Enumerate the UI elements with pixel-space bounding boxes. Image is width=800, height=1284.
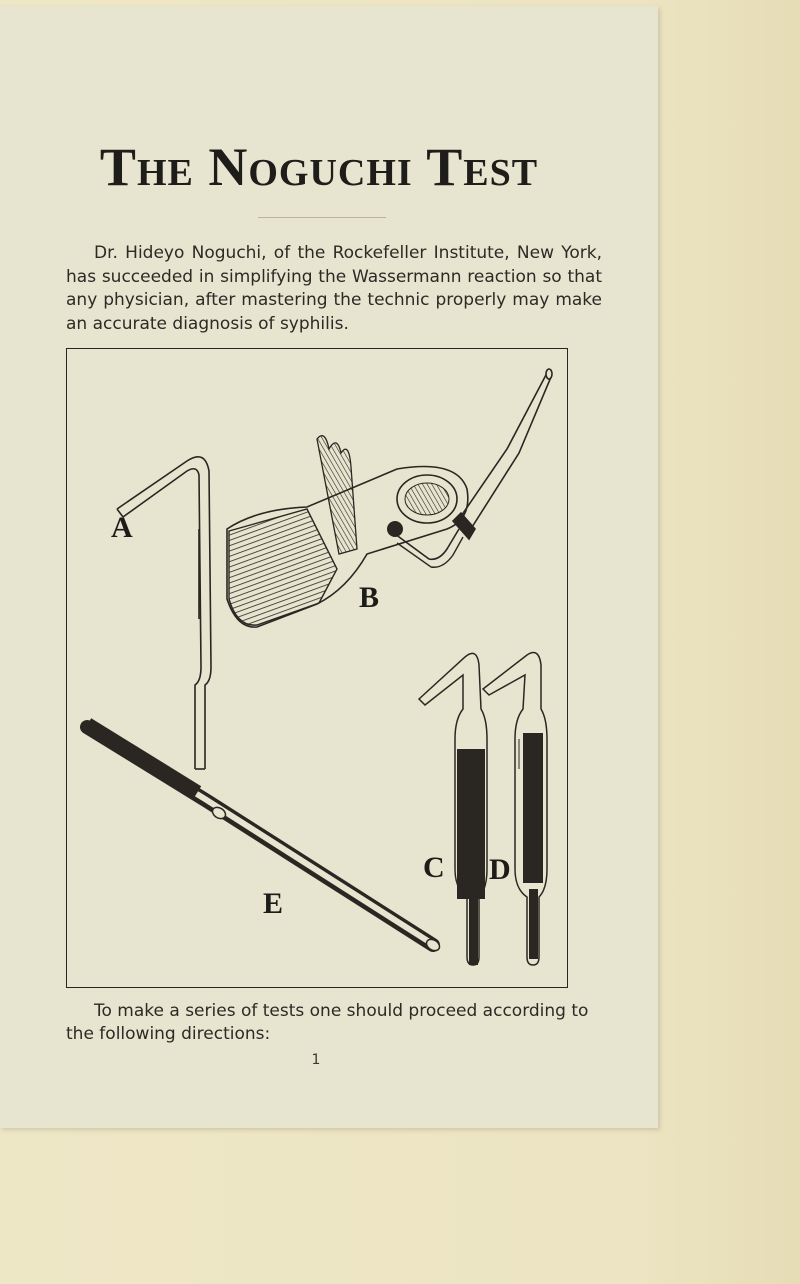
illustration-figure: [66, 348, 568, 988]
label-c: C: [423, 851, 445, 884]
capillary-tube: [453, 369, 552, 539]
tube-d: [483, 653, 547, 965]
apparatus-drawing: [67, 349, 567, 987]
label-d: D: [489, 853, 511, 886]
tube-c: [419, 653, 487, 965]
page-title: The Noguchi Test: [99, 137, 539, 197]
closing-paragraph: To make a series of tests one should proceed according to the following directions:: [66, 1001, 589, 1044]
book-page: [0, 6, 658, 1128]
title-divider: [258, 217, 386, 218]
intro-paragraph: Dr. Hideyo Noguchi, of the Rockefeller Institute, New York, has succeeded in simplifying the Wassermann reaction so that any physician, after mastering the technic properly may make an accurate diagnosis of syphilis.: [66, 243, 602, 334]
pipette-a: [117, 457, 211, 769]
label-b: B: [359, 581, 380, 614]
label-e: E: [263, 887, 284, 920]
label-a: A: [111, 511, 133, 544]
finger-b: [227, 436, 468, 627]
page-number: 1: [311, 1052, 321, 1068]
